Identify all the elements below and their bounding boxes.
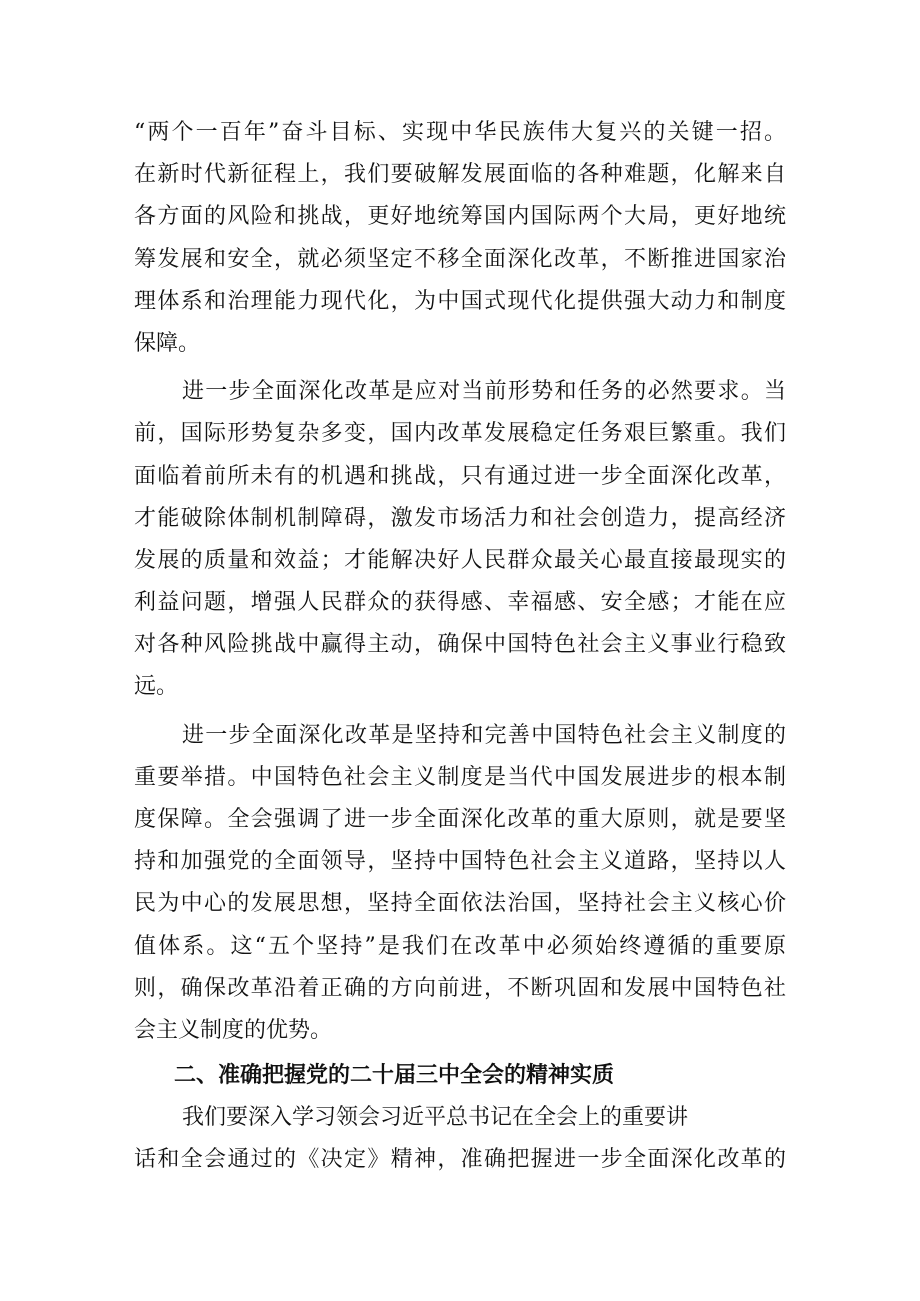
- paragraph-line: 前，国际形势复杂多变，国内改革发展稳定任务艰巨繁重。我们: [134, 421, 786, 447]
- paragraph-line: 筹发展和安全，就必须坚定不移全面深化改革，不断推进国家治: [134, 246, 786, 272]
- paragraph-line: 我们要深入学习领会习近平总书记在全会上的重要讲: [182, 1105, 689, 1131]
- paragraph-line: 各方面的风险和挑战，更好地统筹国内国际两个大局，更好地统: [134, 204, 786, 230]
- paragraph-line: 理体系和治理能力现代化，为中国式现代化提供强大动力和制度: [134, 288, 786, 314]
- paragraph-line: 话和全会通过的《决定》精神，准确把握进一步全面深化改革的: [134, 1147, 786, 1173]
- paragraph-3: [134, 715, 786, 1053]
- paragraph-line: 面临着前所未有的机遇和挑战，只有通过进一步全面深化改革，: [134, 463, 786, 489]
- section-heading: 二、准确把握党的二十届三中全会的精神实质: [174, 1063, 615, 1089]
- paragraph-line: 对各种风险挑战中赢得主动，确保中国特色社会主义事业行稳致: [134, 632, 786, 658]
- paragraph-line: 进一步全面深化改革是坚持和完善中国特色社会主义制度的: [182, 722, 786, 748]
- paragraph-line: 民为中心的发展思想，坚持全面依法治国，坚持社会主义核心价: [134, 891, 786, 917]
- paragraph-line: 则，确保改革沿着正确的方向前进，不断巩固和发展中国特色社: [134, 975, 786, 1001]
- paragraph-line: 利益问题，增强人民群众的获得感、幸福感、安全感；才能在应: [134, 590, 786, 616]
- paragraph-line: 远。: [134, 674, 179, 700]
- paragraph-line: 持和加强党的全面领导，坚持中国特色社会主义道路，坚持以人: [134, 849, 786, 875]
- paragraph-line: 保障。: [134, 330, 201, 356]
- paragraph-line: 进一步全面深化改革是应对当前形势和任务的必然要求。当: [182, 379, 786, 405]
- paragraph-4: [134, 1097, 786, 1181]
- paragraph-line: “两个一百年”奋斗目标、实现中华民族伟大复兴的关键一招。: [134, 120, 786, 145]
- paragraph-1: [134, 112, 786, 365]
- paragraph-line: 会主义制度的优势。: [134, 1017, 333, 1043]
- paragraph-2: [134, 371, 786, 709]
- paragraph-line: 才能破除体制机制障碍，激发市场活力和社会创造力，提高经济: [134, 505, 786, 531]
- paragraph-line: 值体系。这“五个坚持”是我们在改革中必须始终遵循的重要原: [134, 933, 786, 959]
- paragraph-line: 发展的质量和效益；才能解决好人民群众最关心最直接最现实的: [134, 547, 786, 573]
- document-page: [134, 112, 786, 1182]
- paragraph-line: 度保障。全会强调了进一步全面深化改革的重大原则，就是要坚: [134, 807, 786, 832]
- paragraph-line: 在新时代新征程上，我们要破解发展面临的各种难题，化解来自: [134, 162, 786, 188]
- paragraph-line: 重要举措。中国特色社会主义制度是当代中国发展进步的根本制: [134, 764, 786, 790]
